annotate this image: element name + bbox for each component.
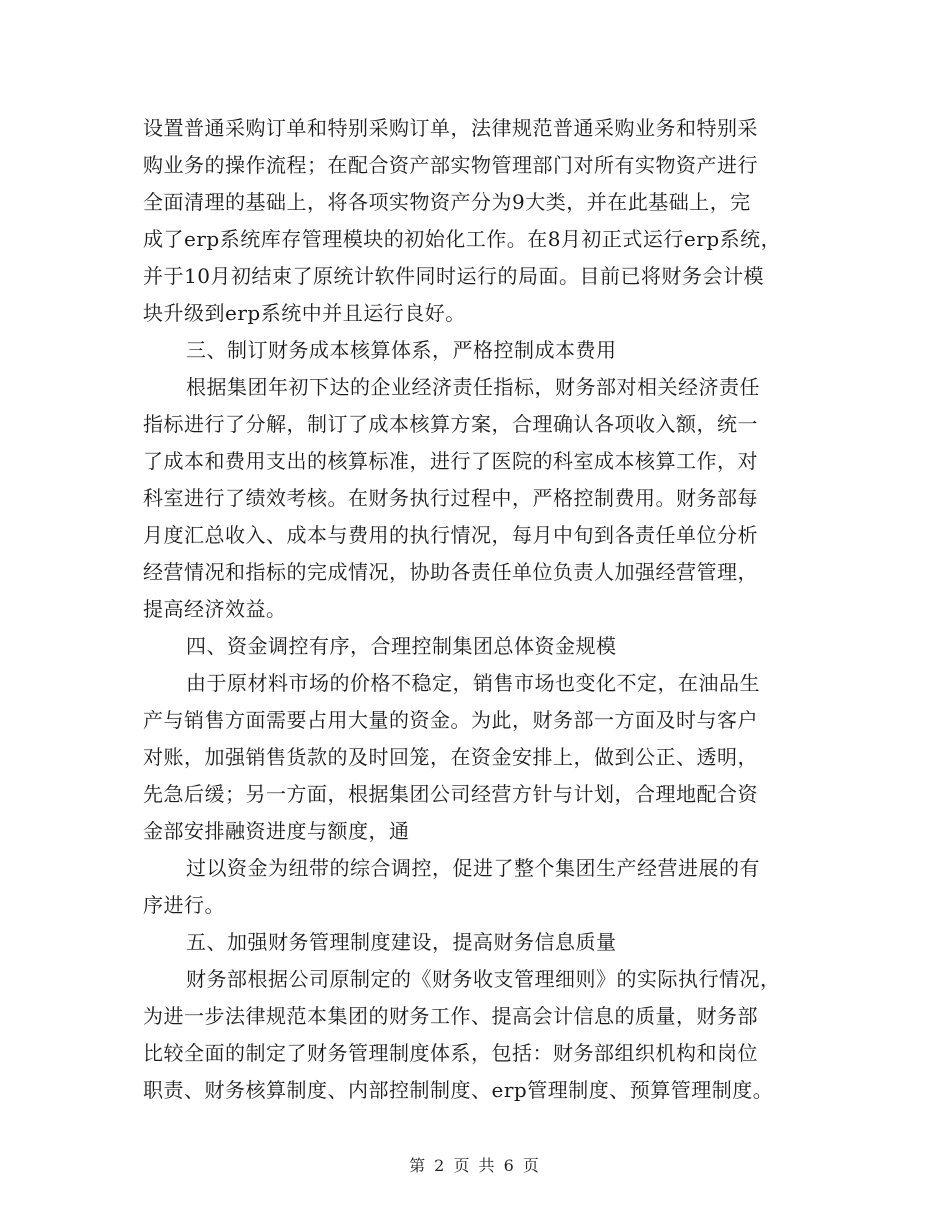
page-number-footer: 第 2 页 共 6 页 xyxy=(409,1156,541,1175)
body-text-line: 全面清理的基础上，将各项实物资产分为9大类，并在此基础上，完 xyxy=(143,190,751,214)
body-text-line: 财务部根据公司原制定的《财务收支管理细则》的实际执行情况， xyxy=(186,967,781,991)
body-text-line: 为进一步法律规范本集团的财务工作、提高会计信息的质量，财务部 xyxy=(143,1004,758,1028)
body-text-line: 过以资金为纽带的综合调控，促进了整个集团生产经营进展的有 xyxy=(186,856,760,880)
body-text-line: 金部安排融资进度与额度，通 xyxy=(143,819,410,843)
body-text-line: 设置普通采购订单和特别采购订单，法律规范普通采购业务和特别采 xyxy=(143,116,758,140)
body-text-line: 产与销售方面需要占用大量的资金。为此，财务部一方面及时与客户 xyxy=(143,708,758,732)
body-text-line: 先急后缓；另一方面，根据集团公司经营方针与计划，合理地配合资 xyxy=(143,782,758,806)
body-text-line: 经营情况和指标的完成情况，协助各责任单位负责人加强经营管理， xyxy=(143,560,758,584)
body-text-line: 块升级到erp系统中并且运行良好。 xyxy=(143,301,466,325)
body-text-line: 职责、财务核算制度、内部控制制度、erp管理制度、预算管理制度。 xyxy=(143,1078,774,1102)
body-text-line: 指标进行了分解，制订了成本核算方案，合理确认各项收入额，统一 xyxy=(143,412,758,436)
section-heading: 三、制订财务成本核算体系，严格控制成本费用 xyxy=(186,338,617,362)
body-text-line: 购业务的操作流程；在配合资产部实物管理部门对所有实物资产进行 xyxy=(143,153,758,177)
body-text-line: 科室进行了绩效考核。在财务执行过程中，严格控制费用。财务部每 xyxy=(143,486,758,510)
section-heading: 五、加强财务管理制度建设，提高财务信息质量 xyxy=(186,930,617,954)
body-text-line: 由于原材料市场的价格不稳定，销售市场也变化不定，在油品生 xyxy=(186,671,760,695)
body-text-line: 月度汇总收入、成本与费用的执行情况，每月中旬到各责任单位分析 xyxy=(143,523,758,547)
body-text-line: 对账，加强销售货款的及时回笼，在资金安排上，做到公正、透明， xyxy=(143,745,758,769)
body-text-line: 了成本和费用支出的核算标准，进行了医院的科室成本核算工作，对 xyxy=(143,449,758,473)
body-text-line: 根据集团年初下达的企业经济责任指标，财务部对相关经济责任 xyxy=(186,375,760,399)
body-text-line: 提高经济效益。 xyxy=(143,597,287,621)
body-text-line: 成了erp系统库存管理模块的初始化工作。在8月初正式运行erp系统， xyxy=(143,227,782,251)
body-text-line: 比较全面的制定了财务管理制度体系，包括：财务部组织机构和岗位 xyxy=(143,1041,758,1065)
body-text-line: 并于10月初结束了原统计软件同时运行的局面。目前已将财务会计模 xyxy=(143,264,764,288)
section-heading: 四、资金调控有序，合理控制集团总体资金规模 xyxy=(186,634,617,658)
body-text-line: 序进行。 xyxy=(143,893,225,917)
